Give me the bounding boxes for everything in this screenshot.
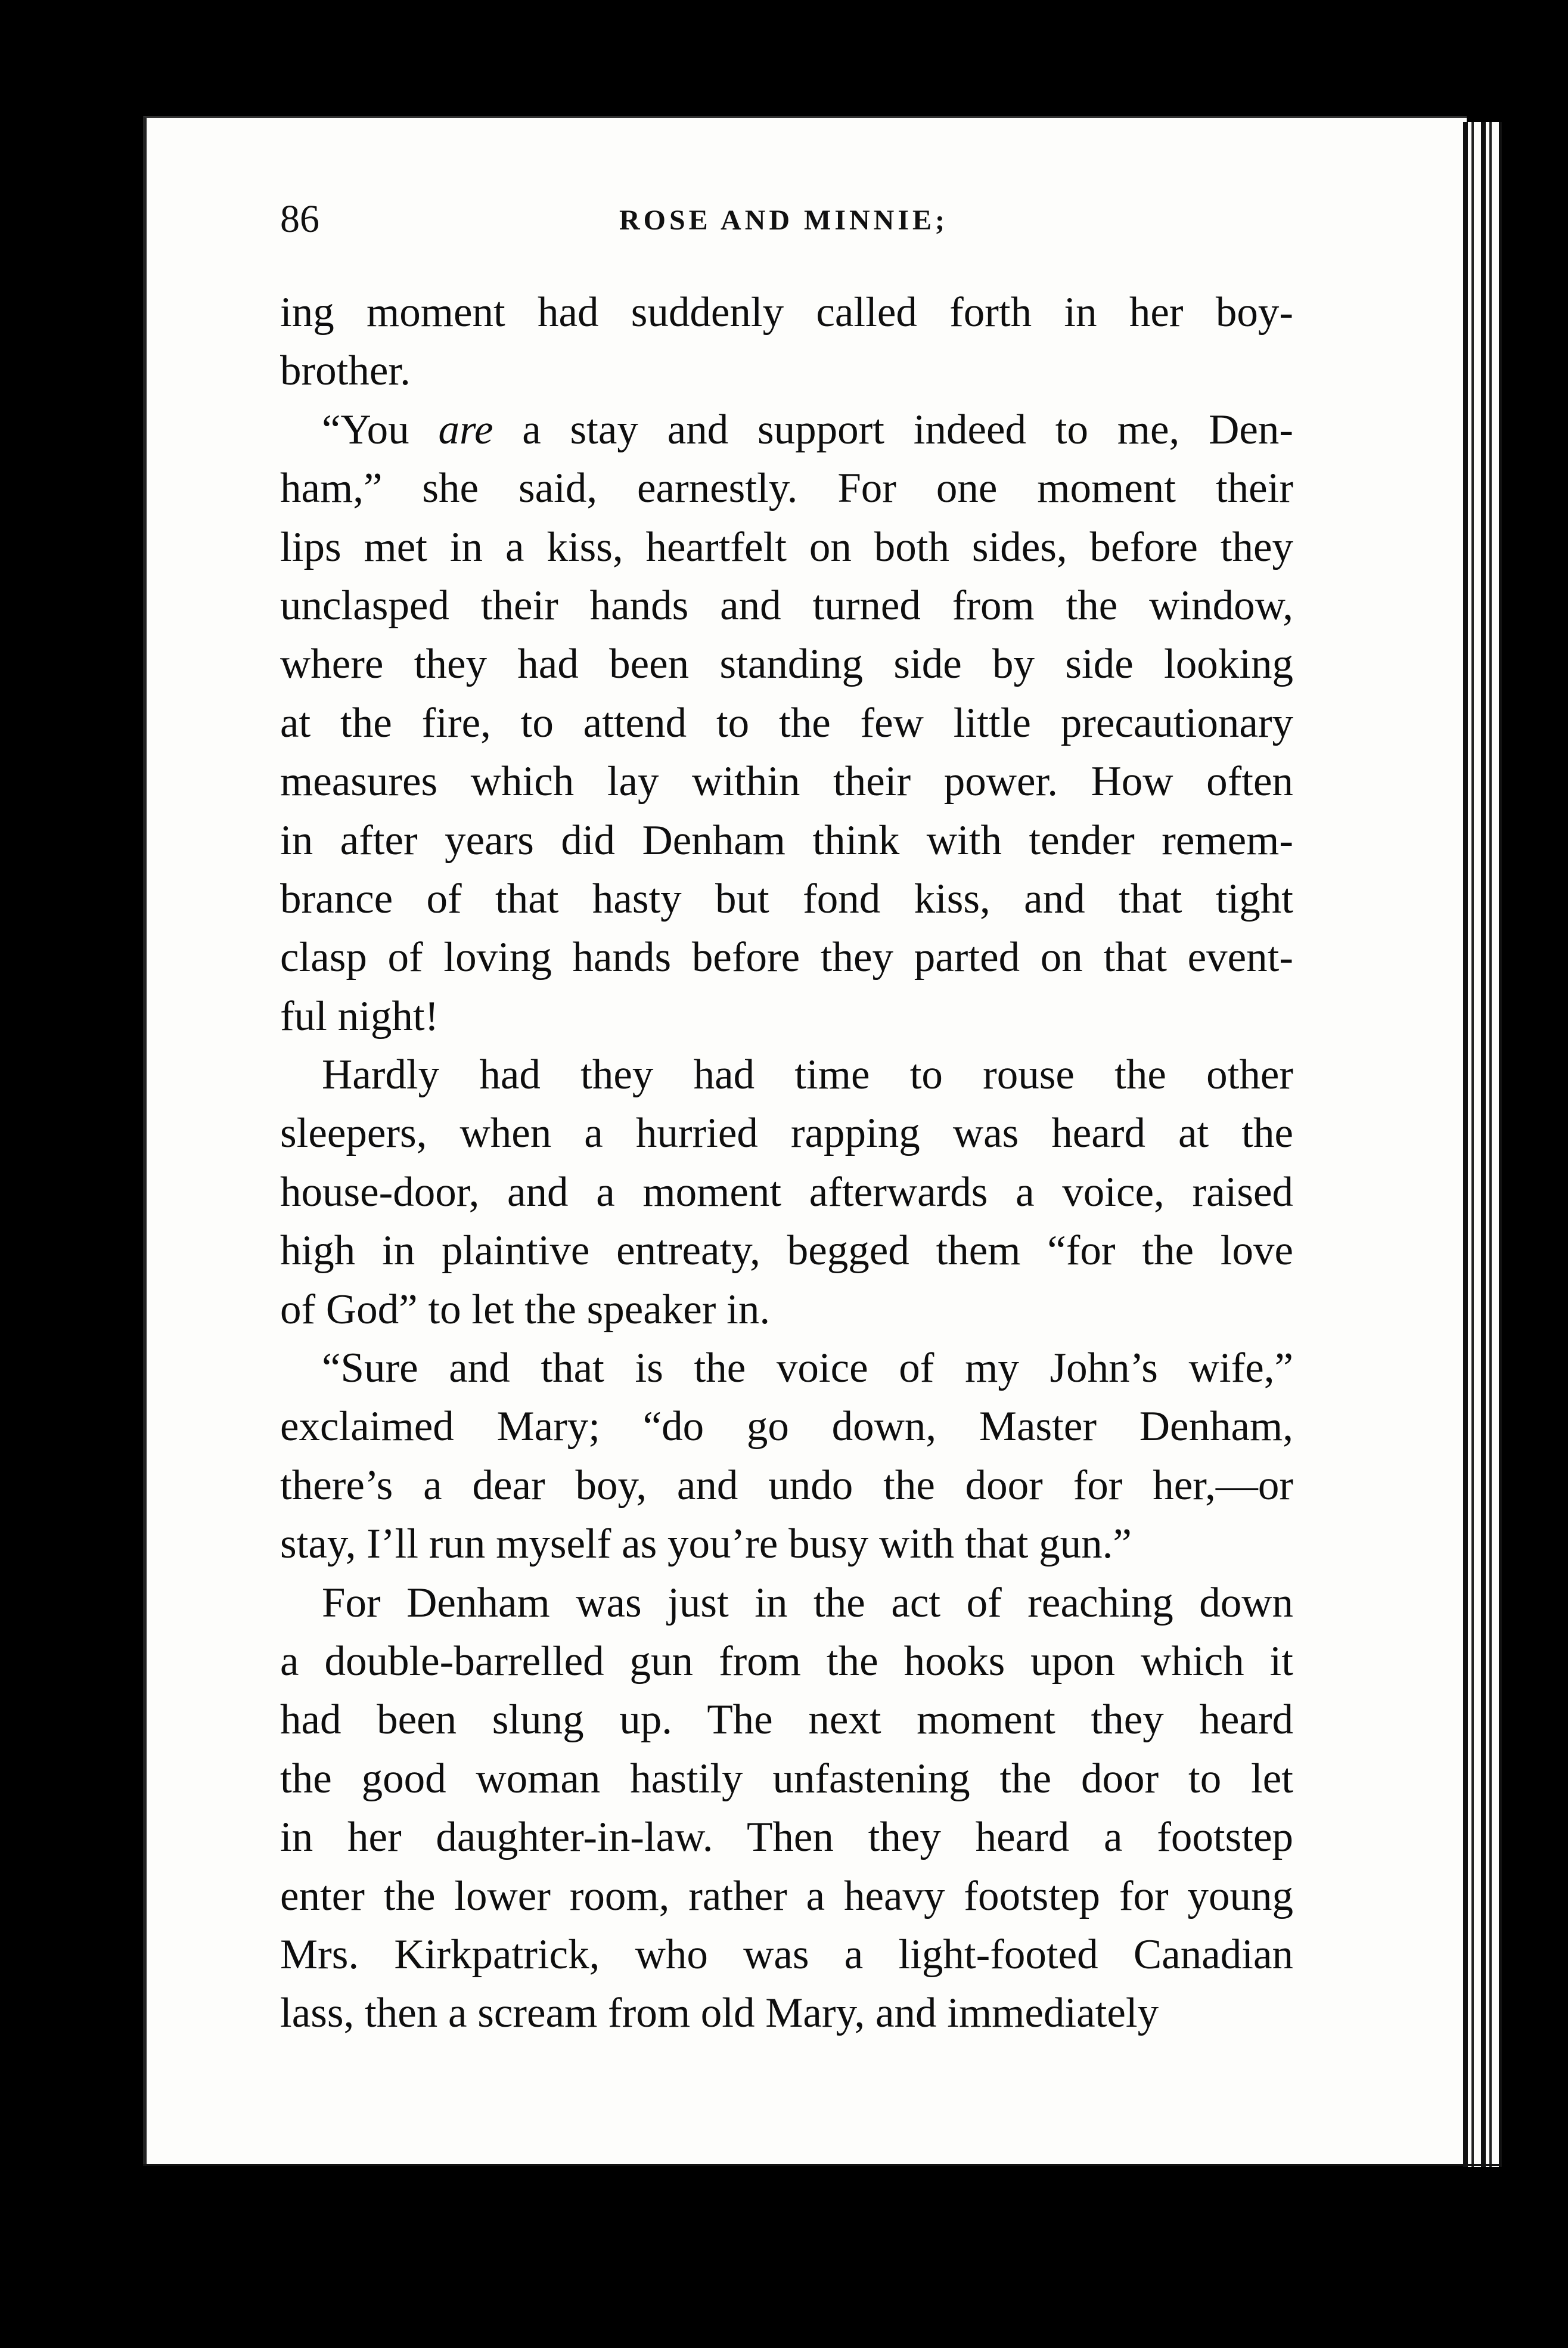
text-line: where they had been standing side by side looking bbox=[280, 641, 1293, 688]
paragraph bbox=[280, 283, 1293, 401]
text-line: the good woman hastily unfastening the door to let bbox=[280, 1755, 1293, 1802]
text-line: Mrs. Kirkpatrick, who was a light-footed Canadian bbox=[280, 1931, 1293, 1978]
page-edge bbox=[1463, 122, 1502, 2167]
text-line: ham,” she said, earnestly. For one moment their bbox=[280, 465, 1293, 512]
text-line: “You are a stay and support indeed to me, Den- bbox=[322, 406, 1294, 453]
text-line: exclaimed Mary; “do go down, Master Denham, bbox=[280, 1403, 1293, 1450]
text-line: lass, then a scream from old Mary, and immediately bbox=[280, 1990, 1159, 2037]
text-line: For Denham was just in the act of reaching down bbox=[322, 1579, 1293, 1626]
text-line: there’s a dear boy, and undo the door for her,—or bbox=[280, 1462, 1293, 1509]
paragraph bbox=[280, 401, 1293, 1046]
text-line: had been slung up. The next moment they heard bbox=[280, 1696, 1293, 1744]
body-text bbox=[280, 283, 1293, 2043]
text-line: stay, I’ll run myself as you’re busy with that gun.” bbox=[280, 1521, 1132, 1568]
paragraph bbox=[280, 1339, 1293, 1574]
text-line: brance of that hasty but fond kiss, and that tight bbox=[280, 875, 1293, 922]
text-line: high in plaintive entreaty, begged them “for the love bbox=[280, 1227, 1293, 1274]
paragraph bbox=[280, 1046, 1293, 1339]
text-line: Hardly had they had time to rouse the other bbox=[322, 1052, 1293, 1099]
text-line: clasp of loving hands before they parted on that event- bbox=[280, 934, 1293, 981]
text-line: of God” to let the speaker in. bbox=[280, 1286, 771, 1333]
page-number: 86 bbox=[280, 197, 319, 241]
text-line: lips met in a kiss, heartfelt on both sides, before they bbox=[280, 523, 1293, 570]
text-line: ing moment had suddenly called forth in her boy- bbox=[280, 289, 1293, 336]
text-line: house-door, and a moment afterwards a voice, raised bbox=[280, 1168, 1293, 1215]
text-line: ful night! bbox=[280, 992, 439, 1040]
page-bottom-edge bbox=[143, 2164, 1502, 2166]
page-header bbox=[280, 197, 1287, 250]
text-line: in her daughter-in-law. Then they heard a footstep bbox=[280, 1814, 1293, 1861]
text-line: “Sure and that is the voice of my John’s wife,” bbox=[322, 1345, 1293, 1392]
running-head: ROSE AND MINNIE; bbox=[619, 204, 949, 236]
paragraph bbox=[280, 1574, 1293, 2043]
text-line: enter the lower room, rather a heavy footstep for young bbox=[280, 1872, 1293, 1919]
text-line: a double-barrelled gun from the hooks upon which it bbox=[280, 1637, 1293, 1685]
text-line: brother. bbox=[280, 348, 411, 395]
text-line: unclasped their hands and turned from the window, bbox=[280, 582, 1293, 629]
text-line: in after years did Denham think with tender remem- bbox=[280, 817, 1293, 864]
text-line: at the fire, to attend to the few little precautionary bbox=[280, 699, 1293, 746]
text-line: measures which lay within their power. How often bbox=[280, 758, 1293, 805]
text-line: sleepers, when a hurried rapping was heard at the bbox=[280, 1110, 1293, 1157]
